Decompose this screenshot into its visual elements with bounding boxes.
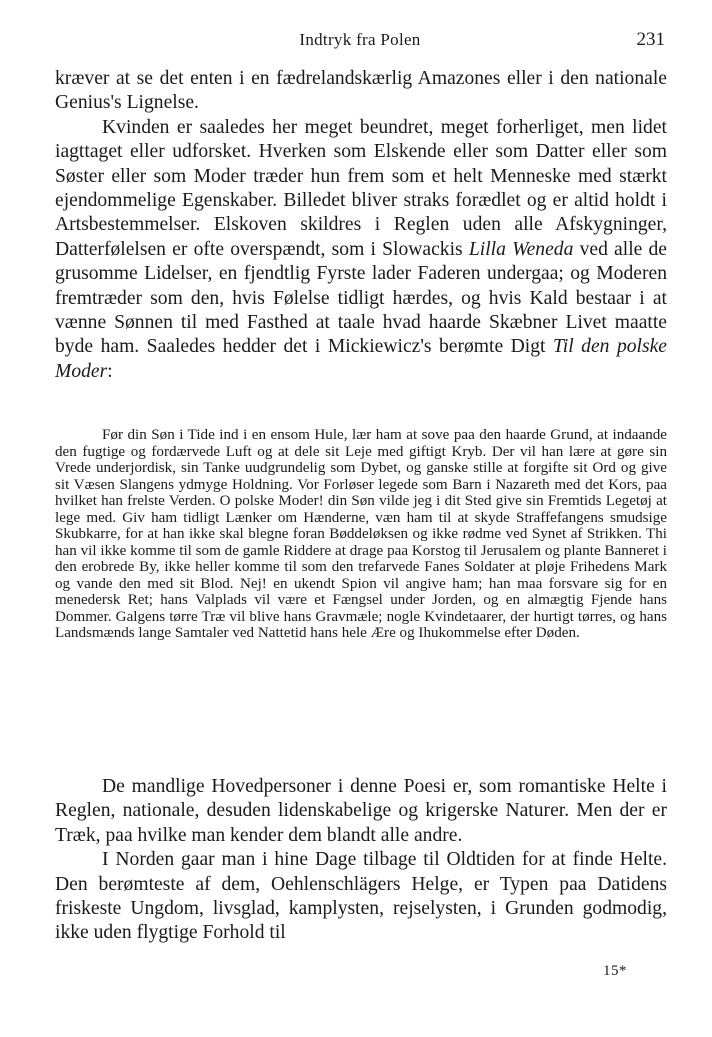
running-title: Indtryk fra Polen (299, 30, 421, 49)
italic-title: Lilla Weneda (468, 238, 574, 260)
page-number: 231 (636, 29, 665, 50)
italic-title: Til den polske Moder (55, 336, 667, 382)
paragraph: Kvinden er saaledes her meget beundret, meget forherliget, men lidet iagttaget eller udforsket. Hverken som Elskende eller som Datter eller som Søster eller som Moder træder hun frem som et helt Menneske med stærkt ejendommelige Egenskaber. Billedet bliver straks forædlet og er altid holdt i Artsbestemmelser. Elskoven skildres i Reglen uden alle Afskygninger, Datterfølelsen er ofte overspændt, som i Slowackis Lilla Weneda ved alle de grusomme Lidelser, en fjendtlig Fyrste lader Faderen undergaa; og Moderen fremtræder som den, hvis Følelse tidligt hærdes, og hvis Kald bestaar i at vænne Sønnen til med Fasthed at taale hvad haarde Skæbner Livet maatte byde ham. Saaledes hedder det i Mickiewicz's berømte Digt Til den polske Moder: (55, 116, 668, 382)
signature-mark: 15* (603, 963, 627, 979)
quote-paragraph: Før din Søn i Tide ind i en ensom Hule, lær ham at sove paa den haarde Grund, at indaande den fugtige og fordærvede Luft og at dele sit Leje med giftigt Kryb. Der vil han lære at gøre sin Vrede underjordisk, sin Tanke uudgrundelig som Dybet, og ganske stille at forgifte sit Ord og give sit Væsen Slangens ydmyge Holdning. Vor Forløser legede som Barn i Nazareth med det Kors, paa hvilket han frelste Verden. O polske Moder! din Søn vilde jeg i dit Sted give sin Fremtids Legetøj at lege med. Giv ham tidligt Lænker om Hænderne, væn ham til at skyde Straffefangens smudsige Skubkarre, for at han ikke skal blegne foran Bøddeløksen og ikke rødme ved Synet af Strikken. Thi han vil ikke komme til som de gamle Riddere at drage paa Korstog til Jerusalem og plante Banneret i den erobrede By, ikke heller komme til som den trefarvede Fanes Soldater at pløje Frihedens Mark og vande den med sit Blod. Nej! en ukendt Spion vil angive ham; han maa forsvare sig for en menedersk Ret; hans Valplads vil være et Fængsel under Jorden, og en almægtig Fjende hans Dommer. Galgens tørre Træ vil blive hans Gravmæle; nogle Kvindetaarer, der hurtigt tørres, og hans Landsmænds lange Samtaler ved Nattetid hans hele Ære og Ihukommelse efter Døden. (55, 427, 667, 641)
paragraph: kræver at se det enten i en fædrelandskærlig Amazones eller i den nationale Genius's Lignelse. (55, 68, 667, 114)
paragraph: De mandlige Hovedpersoner i denne Poesi er, som romantiske Helte i Reglen, nationale, desuden lidenskabelige og krigerske Naturer. Men der er Træk, paa hvilke man kender dem blandt alle andre. (55, 776, 667, 846)
block-quote (55, 427, 667, 642)
paragraph: I Norden gaar man i hine Dage tilbage til Oldtiden for at finde Helte. Den berømteste af dem, Oehlenschlägers Helge, er Typen paa Datidens friskeste Ungdom, livsglad, kamplysten, rejselysten, i Grunden godmodig, ikke uden flygtige Forhold til (55, 849, 667, 944)
running-head (55, 30, 665, 52)
body-text-top (55, 67, 667, 384)
body-text-bottom (55, 775, 667, 946)
